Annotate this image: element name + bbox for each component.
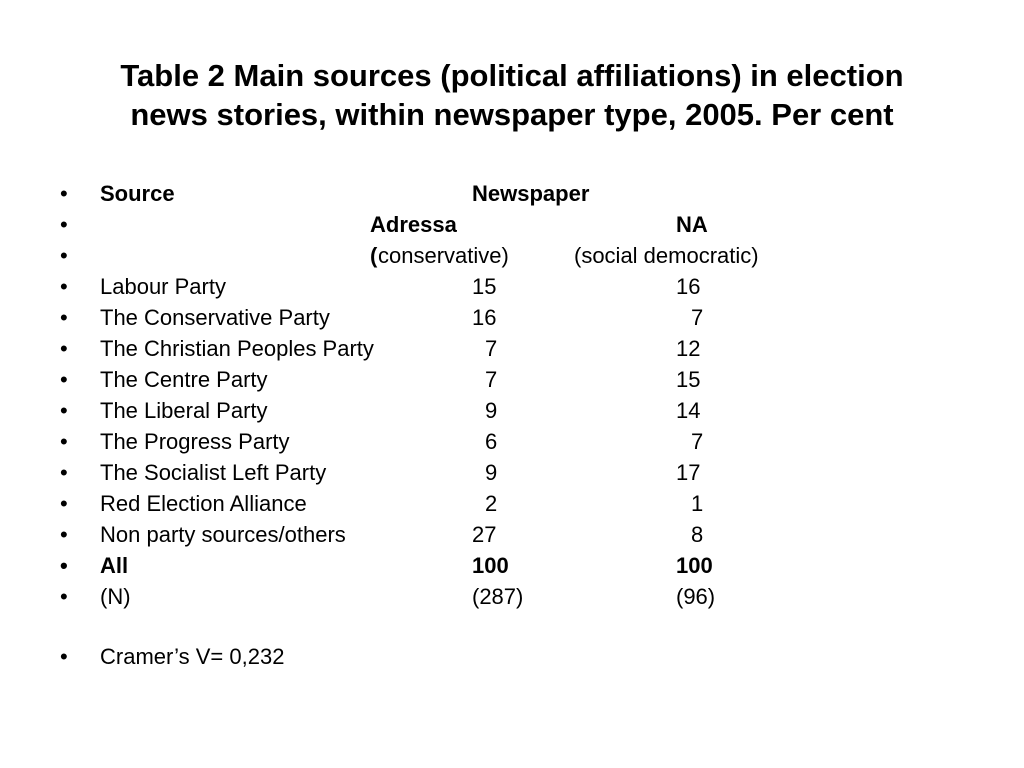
row-source: The Christian Peoples Party <box>100 336 374 361</box>
bullet-marker: • <box>60 367 68 392</box>
row-source: Red Election Alliance <box>100 491 307 516</box>
row-source: The Conservative Party <box>100 305 330 330</box>
cramers-v-text: Cramer’s V= 0,232 <box>100 644 285 669</box>
header-row-affiliations <box>0 240 1024 271</box>
row-na-value: 7 <box>691 429 704 454</box>
bullet-marker: • <box>60 522 68 547</box>
table-row <box>0 302 1024 333</box>
row-adressa-value: 9 <box>485 460 498 485</box>
sample-size-adressa: (287) <box>472 584 524 609</box>
bullet-marker: • <box>60 212 68 237</box>
row-na-value: 12 <box>676 336 701 361</box>
row-source: The Centre Party <box>100 367 268 392</box>
row-na-value: 17 <box>676 460 701 485</box>
bullet-marker: • <box>60 584 68 609</box>
row-na-value: 1 <box>691 491 704 516</box>
bullet-marker: • <box>60 398 68 423</box>
row-adressa-value: 7 <box>485 367 498 392</box>
total-label: All <box>100 553 129 578</box>
bullet-marker: • <box>60 336 68 361</box>
total-na-value: 100 <box>676 553 713 578</box>
column-header-newspaper: Newspaper <box>472 181 590 206</box>
table-row <box>0 333 1024 364</box>
bullet-marker: • <box>60 181 68 206</box>
title-line-1: Table 2 Main sources (political affiliations) in election <box>120 58 904 93</box>
title-line-2: news stories, within newspaper type, 2005. Per cent <box>130 97 894 132</box>
column-header-adressa: Adressa <box>370 212 457 237</box>
sample-size-na: (96) <box>676 584 716 609</box>
column-header-source: Source <box>100 181 175 206</box>
row-adressa-value: 7 <box>485 336 498 361</box>
row-adressa-value: 6 <box>485 429 498 454</box>
bullet-marker: • <box>60 644 68 669</box>
bullet-marker: • <box>60 243 68 268</box>
affiliation-open-paren: ( <box>370 243 378 268</box>
statistic-note <box>0 641 1024 672</box>
row-na-value: 16 <box>676 274 701 299</box>
row-source: Non party sources/others <box>100 522 346 547</box>
row-na-value: 8 <box>691 522 704 547</box>
bullet-marker: • <box>60 429 68 454</box>
table-row <box>0 488 1024 519</box>
row-na-value: 7 <box>691 305 704 330</box>
row-source: The Socialist Left Party <box>100 460 327 485</box>
row-na-value: 15 <box>676 367 701 392</box>
na-affiliation: (social democratic) <box>574 243 759 268</box>
row-adressa-value: 2 <box>485 491 498 516</box>
row-adressa-value: 16 <box>472 305 497 330</box>
row-adressa-value: 27 <box>472 522 497 547</box>
bullet-marker: • <box>60 274 68 299</box>
adressa-affiliation: conservative) <box>378 243 509 268</box>
bullet-marker: • <box>60 460 68 485</box>
table-row <box>0 395 1024 426</box>
row-adressa-value: 15 <box>472 274 497 299</box>
bullet-marker: • <box>60 553 68 578</box>
row-source: The Progress Party <box>100 429 290 454</box>
row-adressa-value: 9 <box>485 398 498 423</box>
slide-title <box>40 56 984 134</box>
row-na-value: 14 <box>676 398 701 423</box>
column-header-na: NA <box>676 212 708 237</box>
table-row <box>0 271 1024 302</box>
total-adressa-value: 100 <box>472 553 509 578</box>
table-row <box>0 364 1024 395</box>
sample-size-label: (N) <box>100 584 131 609</box>
table-row <box>0 457 1024 488</box>
row-source: Labour Party <box>100 274 226 299</box>
table-row <box>0 426 1024 457</box>
header-row-source <box>0 178 1024 209</box>
bullet-marker: • <box>60 305 68 330</box>
total-row <box>0 550 1024 581</box>
bullet-marker: • <box>60 491 68 516</box>
row-source: The Liberal Party <box>100 398 268 423</box>
sample-size-row <box>0 581 1024 612</box>
table-row <box>0 519 1024 550</box>
header-row-papers <box>0 209 1024 240</box>
